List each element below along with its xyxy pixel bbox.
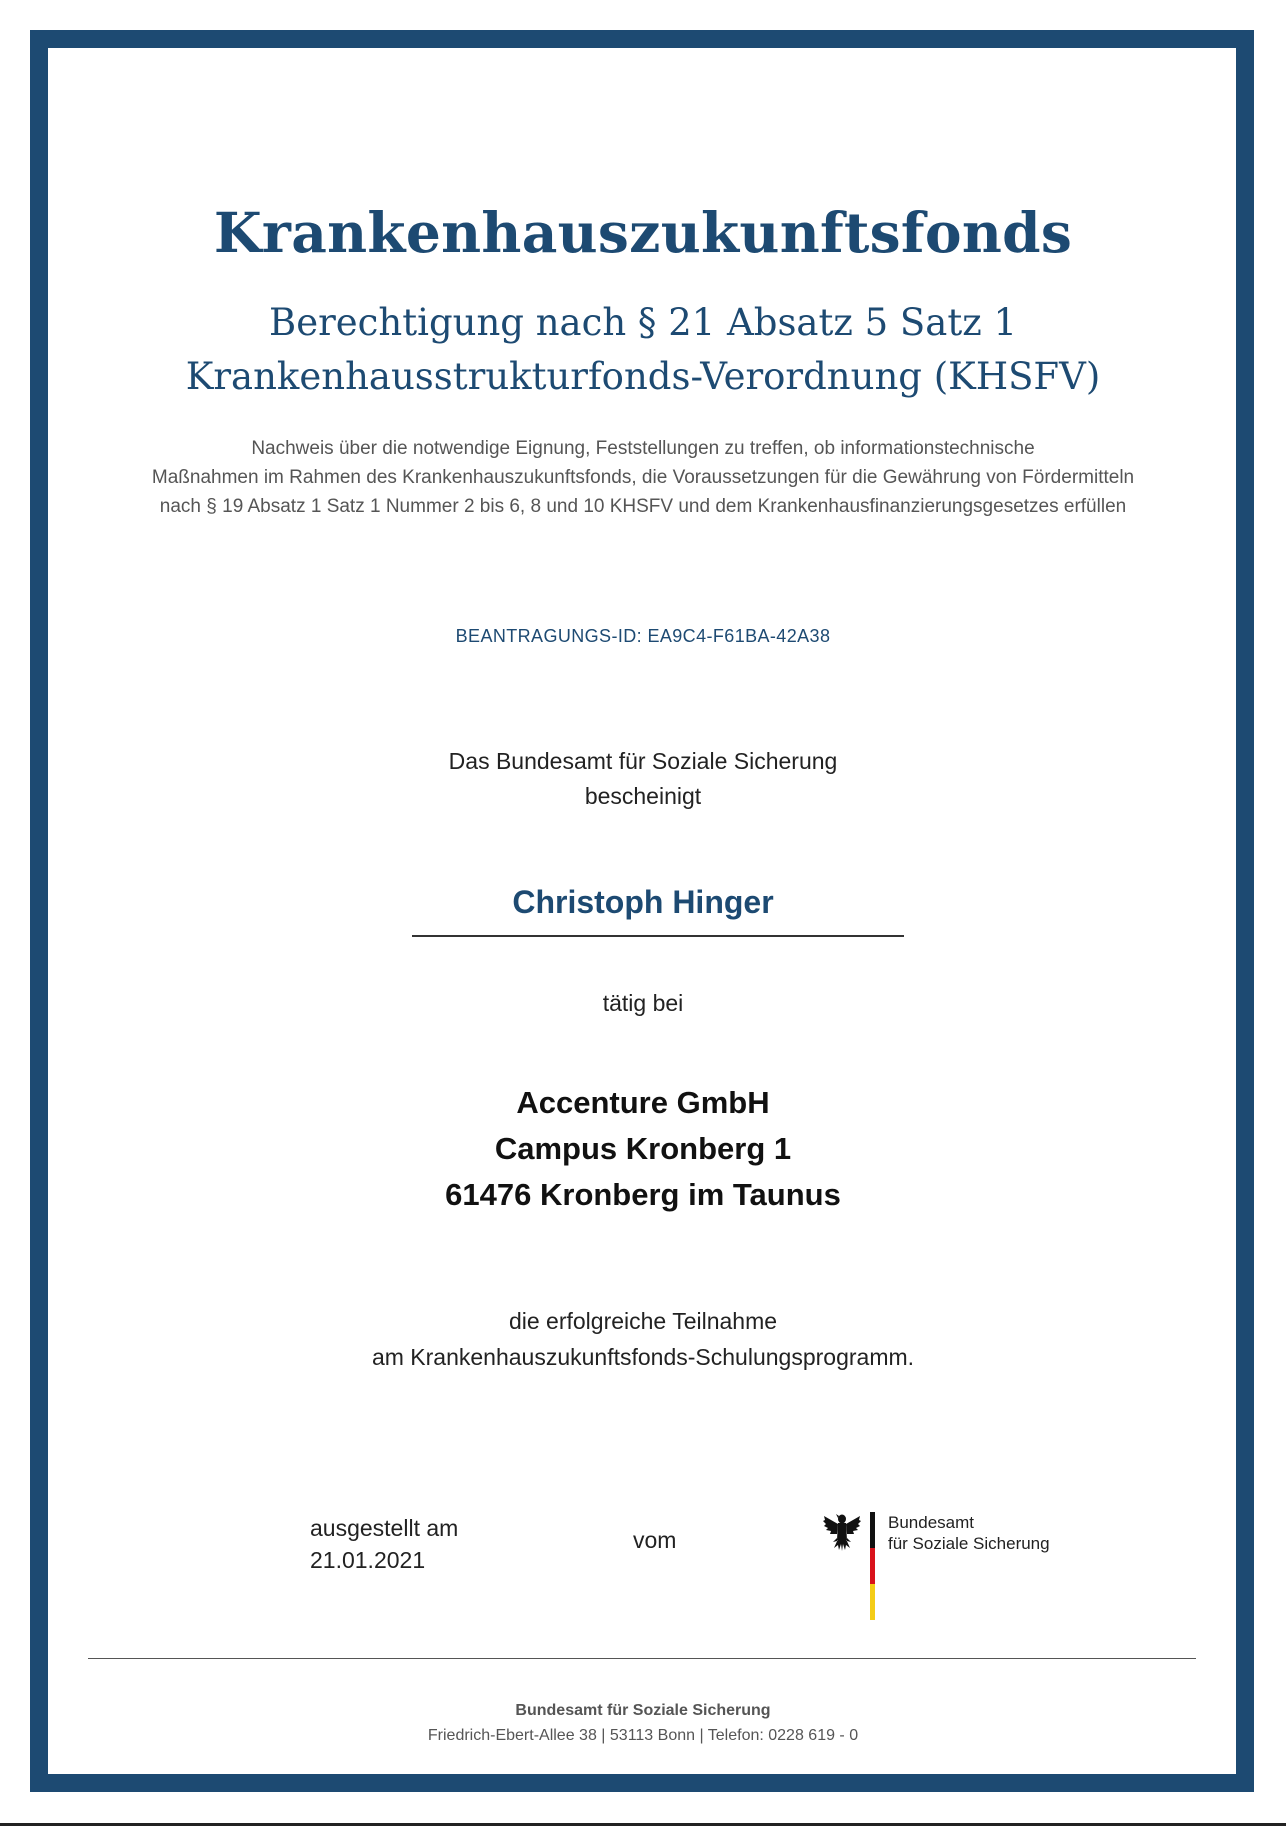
subtitle-line-1: Berechtigung nach § 21 Absatz 5 Satz 1	[269, 301, 1017, 344]
flag-red-segment	[870, 1548, 875, 1584]
flag-gold-segment	[870, 1584, 875, 1620]
employer-intro: tätig bei	[602, 990, 684, 1016]
logo-line-2: für Soziale Sicherung	[888, 1534, 1050, 1553]
participation-statement	[0, 1303, 1286, 1375]
certificate-title: Krankenhauszukunftsfonds	[213, 200, 1073, 265]
company-city: 61476 Kronberg im Taunus	[445, 1177, 841, 1212]
company-street: Campus Kronberg 1	[494, 1131, 792, 1166]
certifier-line-1: Das Bundesamt für Soziale Sicherung	[448, 748, 838, 774]
footer-divider	[88, 1658, 1196, 1659]
intro-line-2: Maßnahmen im Rahmen des Krankenhauszukunftsfonds, die Voraussetzungen für die Gewährung von Fördermitteln	[151, 467, 1135, 488]
certifier-statement	[0, 744, 1286, 814]
application-id: BEANTRAGUNGS-ID: EA9C4-F61BA-42A38	[455, 626, 831, 646]
company-address	[0, 1080, 1286, 1218]
flag-stripe	[870, 1512, 875, 1620]
logo-line-1: Bundesamt	[888, 1513, 974, 1532]
intro-line-1: Nachweis über die notwendige Eignung, Feststellungen zu treffen, ob informationstechnische	[251, 438, 1035, 459]
issued-date: 21.01.2021	[310, 1547, 426, 1573]
intro-text	[0, 434, 1286, 521]
intro-line-3: nach § 19 Absatz 1 Satz 1 Nummer 2 bis 6, 8 und 10 KHSFV und dem Krankenhausfinanzierungsgesetzes erfüllen	[159, 496, 1127, 517]
company-name: Accenture GmbH	[516, 1085, 770, 1120]
federal-eagle-icon	[822, 1510, 862, 1552]
footer-address: Friedrich-Ebert-Allee 38 | 53113 Bonn | Telefon: 0228 619 - 0	[427, 1727, 859, 1744]
participation-line-2: am Krankenhauszukunftsfonds-Schulungsprogramm.	[371, 1344, 915, 1370]
bas-logo	[822, 1508, 1052, 1618]
issued-label: ausgestellt am	[310, 1515, 459, 1541]
flag-black-segment	[870, 1512, 875, 1548]
person-name: Christoph Hinger	[512, 884, 774, 920]
subtitle-line-2: Krankenhausstrukturfonds-Verordnung (KHSFV)	[185, 355, 1101, 398]
certificate-subtitle	[0, 296, 1286, 404]
participation-line-1: die erfolgreiche Teilnahme	[508, 1308, 778, 1334]
footer-org: Bundesamt für Soziale Sicherung	[515, 1702, 771, 1719]
name-underline	[412, 935, 904, 937]
footer	[0, 1698, 1286, 1748]
issue-date-block	[310, 1512, 458, 1576]
certifier-line-2: bescheinigt	[584, 783, 702, 809]
page-edge-line	[0, 1823, 1286, 1826]
vom-label: vom	[633, 1527, 677, 1553]
logo-text	[888, 1512, 1050, 1554]
